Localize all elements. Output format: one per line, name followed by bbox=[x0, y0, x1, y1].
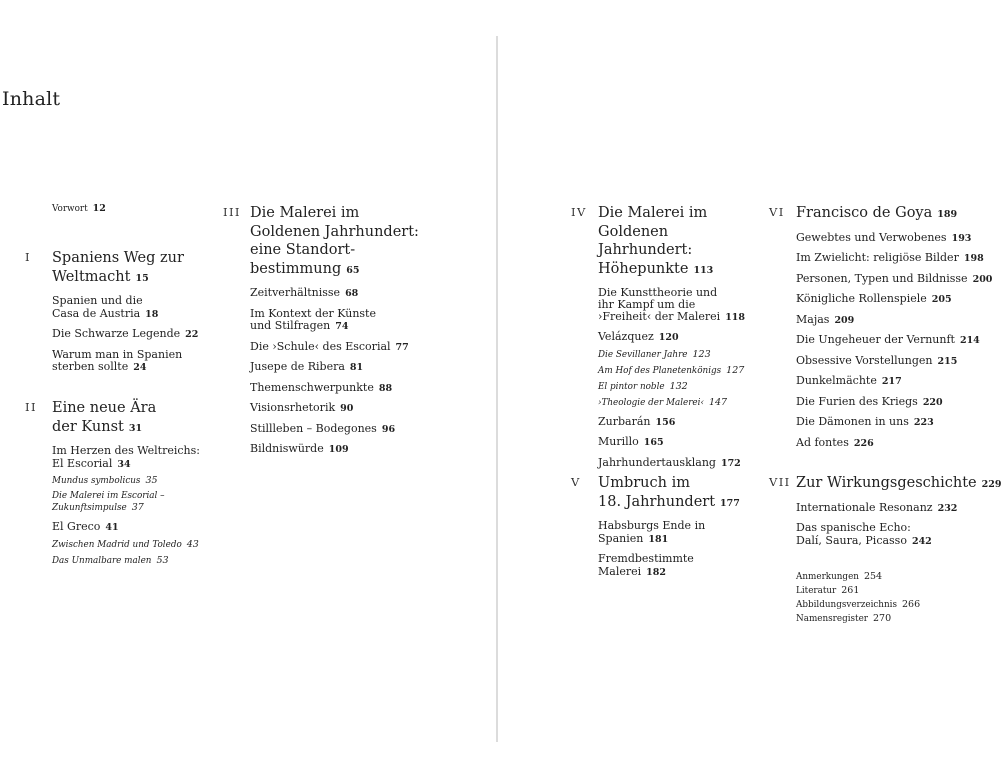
toc-entry[interactable]: Velázquez 120 bbox=[598, 330, 679, 343]
toc-entry[interactable]: Im Herzen des Weltreichs: El Escorial 34 bbox=[52, 444, 200, 470]
chapter-5-title[interactable]: Umbruch im 18. Jahrhundert 177 bbox=[598, 475, 740, 510]
toc-entry[interactable]: Warum man in Spanien sterben sollte 24 bbox=[52, 347, 183, 373]
toc-entry[interactable]: Im Kontext der Künste und Stilfragen 74 bbox=[250, 306, 376, 332]
appendix-entry[interactable]: Literatur 261 bbox=[796, 585, 860, 596]
toc-entry[interactable]: El Greco 41 bbox=[52, 520, 119, 533]
toc-entry[interactable]: Die ›Schule‹ des Escorial 77 bbox=[250, 339, 409, 353]
chapter-2-title[interactable]: Eine neue Ära der Kunst 31 bbox=[52, 400, 157, 435]
chapter-3-numeral: III bbox=[223, 205, 241, 219]
toc-entry[interactable]: Personen, Typen und Bildnisse 200 bbox=[796, 271, 993, 285]
toc-entry[interactable]: Internationale Resonanz 232 bbox=[796, 500, 958, 514]
chapter-7-title[interactable]: Zur Wirkungsgeschichte 229 bbox=[796, 475, 1001, 491]
appendix-entry[interactable]: Namensregister 270 bbox=[796, 613, 892, 624]
toc-chapter-6 bbox=[769, 204, 993, 450]
toc-entry[interactable]: Murillo 165 bbox=[598, 435, 664, 448]
toc-entry[interactable]: Gewebtes und Verwobenes 193 bbox=[796, 230, 972, 244]
toc-entry[interactable]: Die Furien des Kriegs 220 bbox=[796, 394, 943, 408]
toc-subentry[interactable]: Die Sevillaner Jahre 123 bbox=[598, 348, 711, 360]
page-gutter bbox=[496, 36, 498, 742]
chapter-4-title[interactable]: Die Malerei im Goldenen Jahrhundert: Höhepunkte 113 bbox=[598, 205, 714, 277]
appendix-entry[interactable]: Abbildungsverzeichnis 266 bbox=[796, 599, 921, 610]
toc-chapter-2 bbox=[25, 399, 215, 567]
toc-appendix bbox=[796, 570, 971, 626]
page-title: Inhalt bbox=[2, 88, 61, 110]
toc-entry[interactable]: Fremdbestimmte Malerei 182 bbox=[598, 552, 694, 578]
toc-entry[interactable]: Im Zwielicht: religiöse Bilder 198 bbox=[796, 251, 984, 264]
toc-subentry[interactable]: Mundus symbolicus 35 bbox=[52, 475, 158, 486]
toc-chapter-4 bbox=[571, 204, 761, 470]
toc-subentry[interactable]: Am Hof des Planetenkönigs 127 bbox=[598, 364, 745, 376]
chapter-6-numeral: VI bbox=[769, 205, 785, 219]
toc-chapter-5 bbox=[571, 474, 761, 579]
chapter-2-numeral: II bbox=[25, 400, 37, 414]
toc-entry[interactable]: Stillleben – Bodegones 96 bbox=[250, 421, 396, 435]
toc-entry[interactable]: Die Dämonen in uns 223 bbox=[796, 415, 934, 428]
toc-chapter-3 bbox=[223, 204, 443, 457]
vorwort-label: Vorwort bbox=[52, 204, 88, 214]
toc-subentry[interactable]: ›Theologie der Malerei‹ 147 bbox=[598, 396, 728, 408]
toc-entry[interactable]: Jusepe de Ribera 81 bbox=[250, 360, 364, 373]
toc-entry[interactable]: Obsessive Vorstellungen 215 bbox=[796, 353, 958, 367]
toc-entry[interactable]: Jahrhundertausklang 172 bbox=[598, 455, 741, 469]
chapter-5-numeral: V bbox=[571, 475, 581, 489]
toc-subentry[interactable]: El pintor noble 132 bbox=[598, 380, 688, 392]
chapter-6-title[interactable]: Francisco de Goya 189 bbox=[796, 205, 958, 221]
toc-entry[interactable]: Habsburgs Ende in Spanien 181 bbox=[598, 519, 706, 545]
chapter-7-numeral: VII bbox=[769, 475, 791, 489]
chapter-1-numeral: I bbox=[25, 250, 31, 264]
toc-subentry[interactable]: Zwischen Madrid und Toledo 43 bbox=[52, 538, 199, 550]
toc-entry[interactable]: Ad fontes 226 bbox=[796, 435, 874, 449]
toc-entry[interactable]: Zeitverhältnisse 68 bbox=[250, 286, 359, 299]
toc-entry[interactable]: Die Ungeheuer der Vernunft 214 bbox=[796, 333, 980, 346]
toc-entry[interactable]: Die Kunsttheorie und ihr Kampf um die ›Freiheit‹ der Malerei 118 bbox=[598, 286, 746, 323]
toc-vorwort[interactable] bbox=[52, 203, 106, 216]
toc-entry[interactable]: Themenschwerpunkte 88 bbox=[250, 380, 393, 394]
toc-entry[interactable]: Dunkelmächte 217 bbox=[796, 374, 902, 387]
vorwort-page: 12 bbox=[92, 203, 106, 214]
toc-entry[interactable]: Zurbarán 156 bbox=[598, 414, 676, 428]
toc-chapter-1 bbox=[25, 249, 215, 375]
chapter-1-title[interactable]: Spaniens Weg zur Weltmacht 15 bbox=[52, 250, 184, 285]
toc-chapter-7 bbox=[769, 474, 1001, 548]
toc-entry[interactable]: Das spanische Echo: Dalí, Saura, Picasso 242 bbox=[796, 521, 932, 547]
toc-entry[interactable]: Bildniswürde 109 bbox=[250, 442, 349, 455]
appendix-entry[interactable]: Anmerkungen 254 bbox=[796, 571, 883, 582]
toc-entry[interactable]: Visionsrhetorik 90 bbox=[250, 401, 354, 414]
toc-entry[interactable]: Spanien und die Casa de Austria 18 bbox=[52, 294, 159, 320]
toc-entry[interactable]: Königliche Rollenspiele 205 bbox=[796, 292, 952, 305]
chapter-3-title[interactable]: Die Malerei im Goldenen Jahrhundert: eine Standort- bestimmung 65 bbox=[250, 205, 419, 277]
toc-subentry[interactable]: Die Malerei im Escorial – Zukunftsimpulse 37 bbox=[52, 491, 165, 513]
toc-subentry[interactable]: Das Unmalbare malen 53 bbox=[52, 554, 169, 566]
toc-entry[interactable]: Majas 209 bbox=[796, 312, 855, 326]
chapter-4-numeral: IV bbox=[571, 205, 587, 219]
toc-entry[interactable]: Die Schwarze Legende 22 bbox=[52, 327, 199, 340]
